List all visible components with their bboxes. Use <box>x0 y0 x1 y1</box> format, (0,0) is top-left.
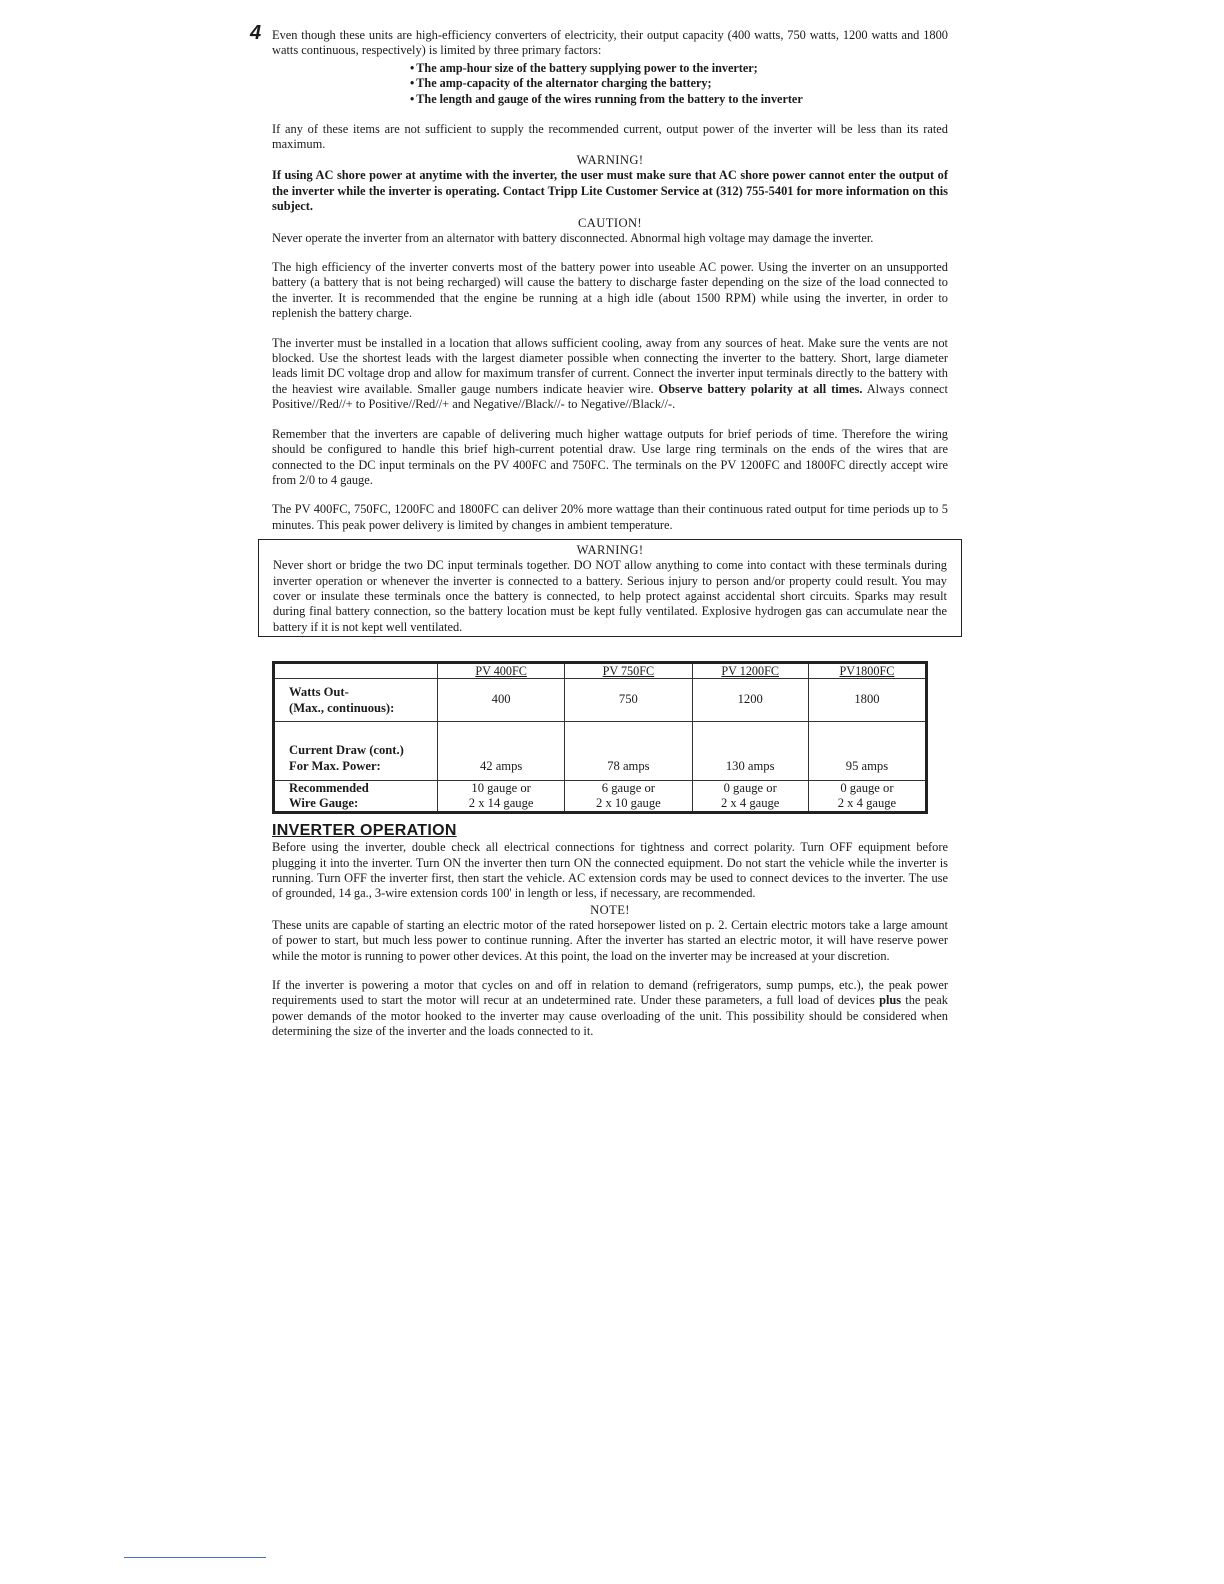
terminal-warning-box <box>258 539 962 637</box>
table-cell: 10 gauge or 2 x 14 gauge <box>438 781 565 813</box>
row-label: Recommended Wire Gauge: <box>274 781 438 813</box>
table-row <box>274 781 927 813</box>
insufficient-paragraph: If any of these items are not sufficient to supply the recommended current, output power of the inverter will be less than its rated maximum. <box>272 121 948 151</box>
note-text: These units are capable of starting an electric motor of the rated horsepower listed on p. 2. Certain electric motors take a large amount of power to start, but much less power to continue running. After the inverter has started an electric motor, it will have reserve power while the motor is running to power other devices. At this point, the load on the inverter may be increased at your discretion. <box>272 917 948 963</box>
table-cell: 0 gauge or 2 x 4 gauge <box>692 781 808 813</box>
table-cell: 42 amps <box>438 722 565 781</box>
column-header: PV 1200FC <box>692 663 808 679</box>
table-cell: 78 amps <box>565 722 692 781</box>
warning-heading: WARNING! <box>576 153 644 168</box>
warning-heading: WARNING! <box>576 543 644 558</box>
table-cell: 0 gauge or 2 x 4 gauge <box>808 781 926 813</box>
caution-text: Never operate the inverter from an alternator with battery disconnected. Abnormal high voltage may damage the inverter. <box>272 230 874 245</box>
table-corner-cell <box>274 663 438 679</box>
section-title: INVERTER OPERATION <box>272 822 457 840</box>
factor-item: • The amp-hour size of the battery supplying power to the inverter; <box>410 61 948 77</box>
table-row <box>274 679 927 722</box>
terminal-warning-text: Never short or bridge the two DC input terminals together. DO NOT allow anything to come into contact with these terminals during inverter operation or whenever the inverter is connected to a battery. Serious injury to person and/or property could result. You may cover or insulate these terminals once the battery is connected, to help protect against accidental short circuits. Sparks may result during final battery connection, so the battery location must be kept fully ventilated. Explosive hydrogen gas can accumulate near the battery if it is not kept well ventilated. <box>273 558 947 634</box>
efficiency-paragraph: The high efficiency of the inverter converts most of the battery power into useable AC power. Using the inverter on an unsupported battery (a battery that is not being recharged) will cause the battery to discharge faster depending on the size of the load connected to the inverter. It is recommended that the engine be running at a high idle (about 1500 RPM) while using the inverter, in order to replenish the battery charge. <box>272 260 948 321</box>
operation-paragraph: Before using the inverter, double check all electrical connections for tightness and correct polarity. Turn OFF equipment before plugging it into the inverter. Turn ON the inverter then turn ON the connected equipment. Do not start the vehicle while the inverter is running. Turn OFF the inverter first, then start the vehicle. AC extension cords may be used to connect devices to the inverter. The use of grounded, 14 ga., 3-wire extension cords 100' in length or less, if necessary, are recommended. <box>272 840 948 901</box>
footer-rule <box>124 1557 266 1558</box>
table-cell: 750 <box>565 679 692 722</box>
table-cell: 95 amps <box>808 722 926 781</box>
wiring-paragraph: Remember that the inverters are capable of delivering much higher wattage outputs for brief periods of time. Therefore the wiring should be configured to handle this brief high-current potential draw. Use large ring terminals on the ends of the wires that are connected to the DC input terminals on the PV 400FC and 750FC. The terminals on the PV 1200FC and 1800FC directly accept wire from 2/0 to 4 gauge. <box>272 426 948 487</box>
spec-table <box>272 661 928 814</box>
table-cell: 6 gauge or 2 x 10 gauge <box>565 781 692 813</box>
shore-power-warning: If using AC shore power at anytime with the inverter, the user must make sure that AC shore power cannot enter the output of the inverter while the inverter is operating. Contact Tripp Lite Customer Service at (312) 755-5401 for more information on this subject. <box>272 168 948 214</box>
intro-paragraph: Even though these units are high-efficiency converters of electricity, their output capacity (400 watts, 750 watts, 1200 watts and 1800 watts continuous, respectively) is limited by three primary factors: <box>272 28 948 58</box>
install-text-end: Always connect Positive//Red//+ to Positive//Red//+ and Negative//Black//- to Negative//Black//-. <box>272 381 949 412</box>
install-text: The inverter must be installed in a location that allows sufficient cooling, away from any sources of heat. Make sure the vents are not blocked. Use the shortest leads with the largest diameter possible when connecting the inverter to the battery. Short, large diameter leads limit DC voltage drop and allow for maximum transfer of current. Connect the inverter input terminals directly to the battery with the heaviest wire available. Smaller gauge numbers indicate heavier wire. <box>272 335 948 396</box>
note-heading: NOTE! <box>590 902 630 917</box>
row-label: Current Draw (cont.) For Max. Power: <box>274 722 438 781</box>
column-header: PV1800FC <box>808 663 926 679</box>
row-label: Watts Out- (Max., continuous): <box>274 679 438 722</box>
motor-text-end: the peak power demands of the motor hooked to the inverter may cause overloading of the unit. This possibility should be considered when determining the size of the inverter and the loads connected to it. <box>272 993 948 1039</box>
table-row <box>274 722 927 781</box>
table-cell: 130 amps <box>692 722 808 781</box>
caution-heading: CAUTION! <box>577 215 643 230</box>
table-cell: 400 <box>438 679 565 722</box>
page-content <box>272 28 948 1040</box>
column-header: PV 750FC <box>565 663 692 679</box>
page-number: 4 <box>250 22 262 44</box>
table-cell: 1800 <box>808 679 926 722</box>
factor-item: • The amp-capacity of the alternator charging the battery; <box>410 76 948 92</box>
peak-paragraph: The PV 400FC, 750FC, 1200FC and 1800FC can deliver 20% more wattage than their continuous rated output for time periods up to 5 minutes. This peak power delivery is limited by changes in ambient temperature. <box>272 502 948 532</box>
motor-text: If the inverter is powering a motor that cycles on and off in relation to demand (refrigerators, sump pumps, etc.), the peak power requirements used to start the motor will recur at an undetermined rate. Under these parameters, a full load of devices <box>272 978 948 1008</box>
install-paragraph <box>272 336 948 413</box>
factor-list <box>410 61 948 108</box>
table-cell: 1200 <box>692 679 808 722</box>
table-header-row <box>274 663 927 679</box>
motor-paragraph <box>272 978 948 1040</box>
polarity-emphasis: Observe battery polarity at all times. <box>658 381 863 396</box>
column-header: PV 400FC <box>438 663 565 679</box>
plus-emphasis: plus <box>879 993 902 1008</box>
factor-item: • The length and gauge of the wires running from the battery to the inverter <box>410 92 948 108</box>
